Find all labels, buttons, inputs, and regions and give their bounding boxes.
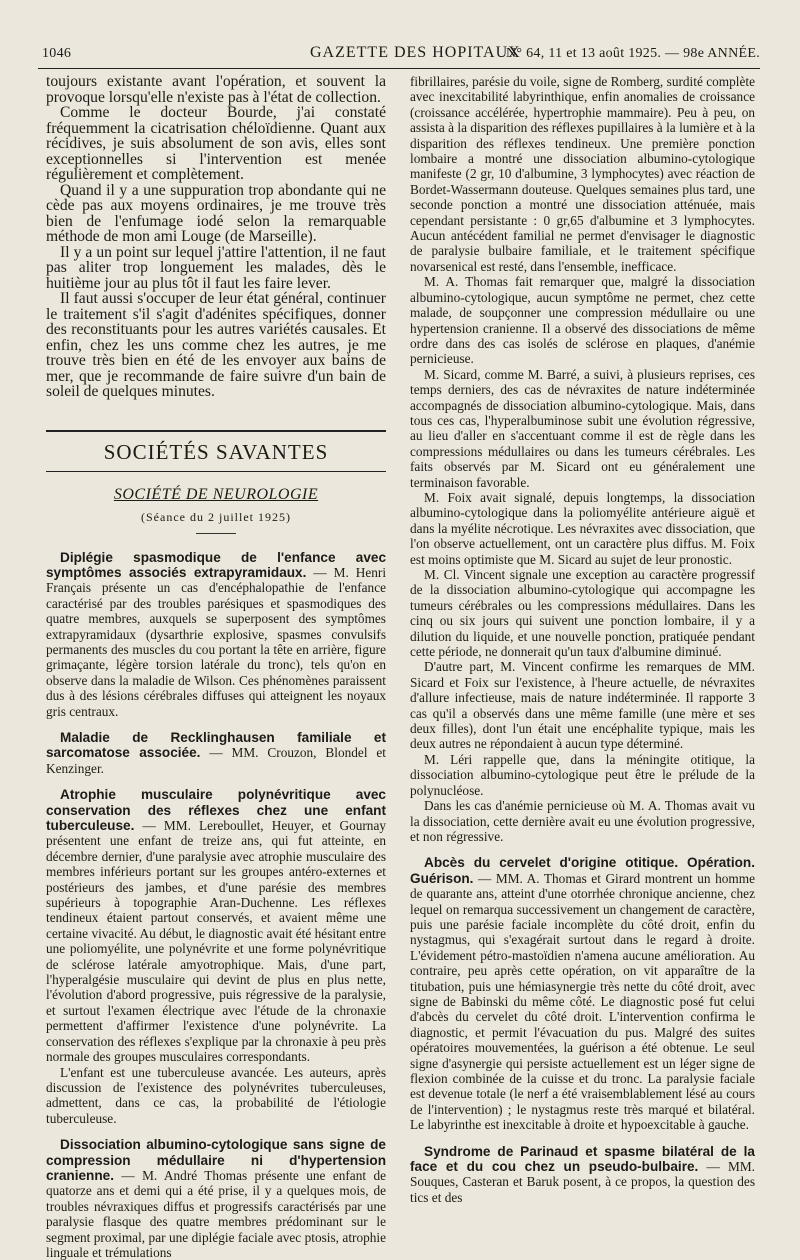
article (410, 855, 755, 1132)
paragraph: Il faut aussi s'occuper de leur état général, continuer le traitement s'il s'agit d'adénites spécifiques, donner des reconstituants pour les autres variétés causales. Et enfin, chez les uns comme chez les autres, je me trouve très bien en été de les envoyer aux bains de mer, que je recommande de faire suivre d'un bain de soleil de quelques minutes. (46, 290, 386, 400)
left-column (46, 74, 386, 1260)
article-title: Dissociation albumino-cytologique sans signe de compression médullaire ni d'hypertension cranienne. (46, 1137, 386, 1183)
paragraph: fibrillaires, parésie du voile, signe de Romberg, surdité complète avec inexcitabilité labyrinthique, enfin anomalies de croissance (croissance accélérée, hypertrophie mammaire). Peu à peu, on assista à la disparition des réflexes pupillaires à la lumière et à la disparition des réflexes tendineux. Une première ponction lombaire a montré une dissociation albumino-cytologique manifeste (2 gr, 10 d'albumine, 3 lymphocytes) avec réaction de Bordet-Wassermann douteuse. Quelques semaines plus tard, une seconde ponction a montré une dissociation atténuée, mais cependant persistante : 0 gr,65 d'albumine et 3 lymphocytes. Aucun antécédent familial ne permet d'envisager le diagnostic de paralysie bulbaire familiale, et le traitement spécifique novarsenical est resté, dans l'ensemble, inefficace. (410, 74, 755, 274)
paragraph: Dans les cas d'anémie pernicieuse où M. A. Thomas avait vu la dissociation, cette dernière avait eu une évolution progressive, et non régressive. (410, 798, 755, 844)
article (46, 1137, 386, 1260)
paragraph: M. A. Thomas fait remarquer que, malgré la dissociation albumino-cytologique, aucun symptôme ne permet, chez cette malade, de soupçonner une compression médullaire ou une hypertension cranienne. Il a observé des dissociations de même ordre dans des cas isolés de sclérose en plaques, d'anémie pernicieuse. (410, 274, 755, 367)
article (46, 550, 386, 719)
society-title: SOCIÉTÉ DE NEUROLOGIE (113, 485, 319, 503)
right-column (410, 74, 755, 1205)
paragraph: L'enfant est une tuberculeuse avancée. Les auteurs, après discussion de l'existence des polynévrites tuberculeuses, admettent, dans ce cas, la probabilité de l'étiologie tuberculeuse. (46, 1064, 386, 1126)
section-banner (46, 430, 386, 472)
page-number: 1046 (42, 46, 72, 61)
paragraph: M. Foix avait signalé, depuis longtemps, la dissociation albumino-cytologique dans la poliomyélite antérieure aiguë et dans la myélite nécrotique. Les névraxites avec dissociation, que l'on observe actuellement, ont un caractère plus diffus. M. Foix est moins optimiste que M. Sicard au sujet de leur pronostic. (410, 489, 755, 567)
paragraph: M. Cl. Vincent signale une exception au caractère progressif de la dissociation albumino-cytologique qui accompagne les tumeurs cérébrales ou les compressions médullaires. Dans les cinq ou six jours qui suivent une ponction lombaire, il y a dilution du liquide, et une nouvelle ponction, pratiquée pendant cette période, ne donnerait qu'un taux d'albumine diminué. (410, 567, 755, 660)
paragraph: Comme le docteur Bourde, j'ai constaté fréquemment la cicatrisation chéloïdienne. Quant aux récidives, je suis absolument de son avis, elles sont exceptionnelles si l'intervention est menée régulièrement et complètement. (46, 104, 386, 183)
section-title: SOCIÉTÉS SAVANTES (103, 439, 329, 464)
article-title: Maladie de Recklinghausen familiale et sarcomatose associée. (46, 729, 386, 761)
page-header (38, 42, 760, 69)
article-text: — MM. Souques, Casteran et Baruk posent, à ce propos, la question des tics et des (410, 1159, 755, 1205)
paragraph: toujours existante avant l'opération, et souvent la provoque lorsqu'elle n'existe pas à l'état de collection. (46, 73, 386, 106)
paragraph: M. Léri rappelle que, dans la méningite otitique, la dissociation albumino-cytologique peut être le prélude de la polynucléose. (410, 751, 755, 798)
paragraph: Il y a un point sur lequel j'attire l'attention, il ne faut pas aliter trop longuement les malades, dès le huitième jour au plus tôt il faut les faire lever. (46, 243, 386, 292)
article (46, 730, 386, 776)
paragraph: Quand il y a une suppuration trop abondante qui ne cède pas aux moyens ordinaires, je me trouve très bien de l'enfumage iodé selon la remarquable méthode de mon ami Louge (de Marseille). (46, 181, 386, 245)
article-text: — MM. Lereboullet, Heuyer, et Gournay présentent une enfant de treize ans, qui fut atteinte, en décembre dernier, d'une paralysie avec atrophie musculaire des membres inférieurs portant sur les groupes antéro-externes et postérieurs des jambes, et d'une parésie des membres supérieurs à topographie Aran-Duchenne. Les réflexes tendineux étaient partout conservés, et avaient même une certaine vivacité. Au début, le diagnostic avait été hésitant entre une poliomyélite, une polynévrite et une forme polynévritique de sclérose latérale amyotrophique. Mais, d'une part, l'hyperalgésie musculaire qui devint de plus en plus nette, l'évolution d'abord progressive, puis régressive de la paralysie, et surtout l'examen électrique avec l'étude de la chronaxie permettent d'affirmer l'existence d'une polynévrite. La conservation des réflexes s'explique par la chronaxie à peu près normale des groupes musculaires correspondants. (46, 818, 387, 1065)
divider (196, 533, 236, 534)
issue-info: N° 64, 11 et 13 août 1925. — 98e ANNÉE. (506, 46, 760, 61)
article-title: Abcès du cervelet d'origine otitique. Opération. Guérison. (410, 855, 755, 886)
article-text: — MM. Crouzon, Blondel et Kenzinger. (46, 745, 386, 776)
article (410, 1144, 755, 1206)
article-title: Diplégie spasmodique de l'enfance avec symptômes associés extrapyramidaux. (46, 549, 386, 580)
session-date: (Séance du 2 juillet 1925) (141, 509, 291, 524)
paragraph: D'autre part, M. Vincent confirme les remarques de MM. Sicard et Foix sur l'existence, à l'heure actuelle, de névraxites d'allure infectieuse, mais de nature indéterminée. Il rapporte 3 cas qu'il a observés dans une même famille (une mère et ses deux filles), dont l'un était une encéphalite typique, mais les deux autres ne répondaient à aucun type déterminé. (410, 659, 755, 752)
article (46, 787, 386, 1064)
article-text: — MM. A. Thomas et Girard montrent un homme de quarante ans, atteint d'une otorrhée chronique ancienne, chez lequel on remarqua successivement un changement de caractère, puis une parésie faciale incomplète du côté droit, enfin du nystagmus, qui s'exagérait surtout dans le regard à droite. L'évidement pétro-mastoïdien n'amena aucune amélioration. Au contraire, peu après cette opération, on vit apparaître de la titubation, puis une hémiasynergie très nette du côté droit, avec signe de Babinski du même côté. Le diagnostic posé fut celui d'abcès du cervelet du côté droit. L'intervention confirma le diagnostic, et permit l'évacuation du pus. Malgré des suites opératoires mouvementées, la guérison a été obtenue. Le seul signe d'asynergie qui persiste actuellement est un léger signe de flexion combinée de la cuisse et du tronc. La paralysie faciale est devenue totale (le nerf a été vraisemblablement lésé au cours de l'intervention) ; le nystagmus reste très marqué et bilatéral. Le labyrinthe est inexcitable à droite et hypoexcitable à gauche. (410, 870, 756, 1133)
article-title: Syndrome de Parinaud et spasme bilatéral de la face et du cou chez un pseudo-bulbaire. (410, 1143, 755, 1175)
journal-title: GAZETTE DES HOPITAUX (310, 44, 521, 61)
paragraph: M. Sicard, comme M. Barré, a suivi, à plusieurs reprises, ces temps derniers, des cas de névraxites de nature indéterminée accompagnés de dissociation albumino-cytologique. Mais, dans tous ces cas, l'hyperalbuminose subit une évolution régressive, au lieu d'aller en s'accentuant comme il est de règle dans les compressions médullaires ou dans les tumeurs cérébrales. Les faits observés par M. Sicard ont eu généralement une terminaison favorable. (410, 366, 755, 490)
article-text: — M. André Thomas présente une enfant de quatorze ans et demi qui a été prise, il y a quelques mois, de troubles névraxiques diffus et progressifs caractérisés par une paralysie flasque des quatre membres prédominant sur le segment proximal, par une diplégie faciale avec ptosis, atrophie linguale et trémulations (46, 1167, 387, 1260)
article-text: — M. Henri Français présente un cas d'encéphalopathie de l'enfance caractérisé par des troubles parésiques et spasmodiques des quatre membres, auxquels se superposent des symptômes extrapyramidaux (dysarthrie explosive, spasmes convulsifs permanents des muscles du cou portant la tête en arrière, figure grimaçante, légère torsion latérale du tronc), tels qu'on en observe dans la maladie de Wilson. Ces phénomènes paraissent dus à des lésions cérébrales diffuses qui atteignent les noyaux gris centraux. (46, 564, 387, 719)
article-title: Atrophie musculaire polynévritique avec conservation des réflexes chez une enfant tuberculeuse. (46, 787, 386, 833)
